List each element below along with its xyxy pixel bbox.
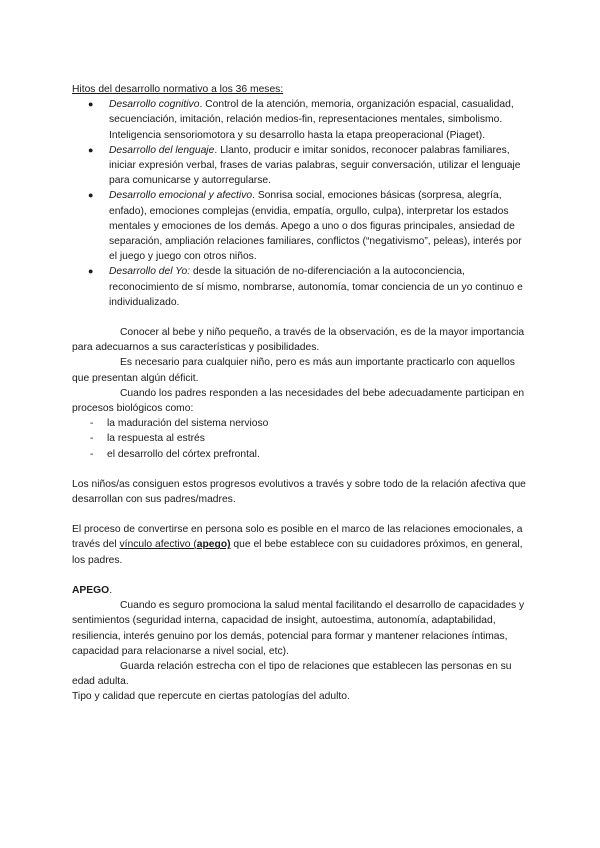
item-term: Desarrollo emocional y afectivo [109, 190, 253, 202]
underlined-term: vínculo afectivo ( [119, 539, 197, 551]
paragraph: Cuando es seguro promociona la salud mental facilitando el desarrollo de capacidades y sentimientos (seguridad interna, capacidad de insight, autoestima, autonomía, adaptabilidad, resiliencia, interés genuino por los demás, potencial para formar y mantener relaciones íntimas, capacidad para relacionarse a nivel social, etc). [72, 600, 525, 657]
item-sep: . [199, 99, 203, 111]
paragraph: Los niños/as consiguen estos progresos evolutivos a través y sobre todo de la relación afectiva que desarrollan con sus padres/madres. [72, 478, 526, 506]
item-sep: . [252, 190, 255, 202]
apego-title: APEGO [72, 584, 110, 596]
list-item [72, 431, 532, 446]
paragraph: Cuando los padres responden a las necesidades del bebe adecuadamente participan en procesos biológicos como: [72, 387, 525, 415]
list-item [72, 188, 532, 264]
item-text: Control de la atención, memoria, organización espacial, casualidad, secuenciación, imitación, relación medios-fin, representaciones mentales, simbolismo. Inteligencia sensoriomotora y su desarrollo hasta la etapa preoperacional (Piaget). [109, 99, 514, 141]
title-sep: . [109, 584, 113, 596]
item-term: Desarrollo cognitivo [109, 99, 200, 111]
item-text: Llanto, producir e imitar sonidos, reconocer palabras familiares, iniciar expresión verbal, frases de varias palabras, seguir conversación, utilizar el lenguaje para comunicarse y autorregularse. [109, 144, 521, 187]
item-term: Desarrollo del Yo: [109, 266, 191, 278]
list-item [72, 143, 532, 189]
spacer [72, 568, 532, 583]
item-text: la respuesta al estrés [107, 433, 205, 445]
bullet-icon: ● [88, 99, 94, 110]
paragraph: Es necesario para cualquier niño, pero es más aun importante practicarlo con aquellos que presentan algún déficit. [72, 357, 515, 384]
bullet-icon: ● [88, 190, 94, 201]
item-text: Sonrisa social, emociones básicas (sorpresa, alegría, enfado), emociones complejas (envidia, empatía, orgullo, culpa), interpretar los estados mentales y emociones de los demás. Apego a uno o dos figuras principales, ansiedad de separación, ampliación relaciones familiares, conflictos (“negativismo”, peleas), interés por el juego y juego con otros niños. [109, 190, 522, 263]
item-text: el desarrollo del córtex prefrontal. [107, 448, 260, 460]
hitos-heading: Hitos del desarrollo normativo a los 36 meses: [72, 84, 284, 95]
dash-icon: - [90, 418, 94, 430]
item-text: la maduración del sistema nervioso [107, 418, 269, 430]
dash-icon: - [90, 448, 94, 460]
text-run: El proceso de convertirse en persona solo es posible en el marco de las relaciones emocionales, a través del [72, 524, 523, 551]
text-run: que el bebe establece con su cuidadores próximos, en general, los padres. [72, 539, 523, 566]
item-sep: . [214, 144, 218, 156]
item-term: Desarrollo del lenguaje [109, 144, 215, 156]
dash-list [72, 416, 532, 462]
bullet-icon: ● [88, 266, 94, 277]
hitos-list [72, 97, 532, 310]
paragraph: Tipo y calidad que repercute en ciertas patologías del adulto. [72, 691, 350, 703]
bold-term: apego) [196, 539, 231, 551]
spacer [72, 507, 532, 522]
section-title [72, 583, 532, 598]
paragraph: Conocer al bebe y niño pequeño, a través de la observación, es de la mayor importancia para adecuarnos a sus características y posibilidades. [72, 327, 525, 354]
dash-icon: - [90, 433, 94, 445]
spacer [72, 310, 532, 325]
paragraph [72, 522, 532, 568]
list-item [72, 416, 532, 431]
paragraph: Guarda relación estrecha con el tipo de relaciones que establecen las personas en su edad adulta. [72, 660, 512, 688]
item-text: desde la situación de no-diferenciación a la autoconciencia, reconocimiento de sí mismo, nombrarse, autonomía, tomar conciencia de un yo continuo e individualizado. [109, 266, 523, 308]
list-item [72, 97, 532, 143]
spacer [72, 462, 532, 477]
list-item [72, 447, 532, 462]
document-page [72, 82, 532, 705]
bullet-icon: ● [88, 144, 94, 155]
list-item [72, 264, 532, 310]
